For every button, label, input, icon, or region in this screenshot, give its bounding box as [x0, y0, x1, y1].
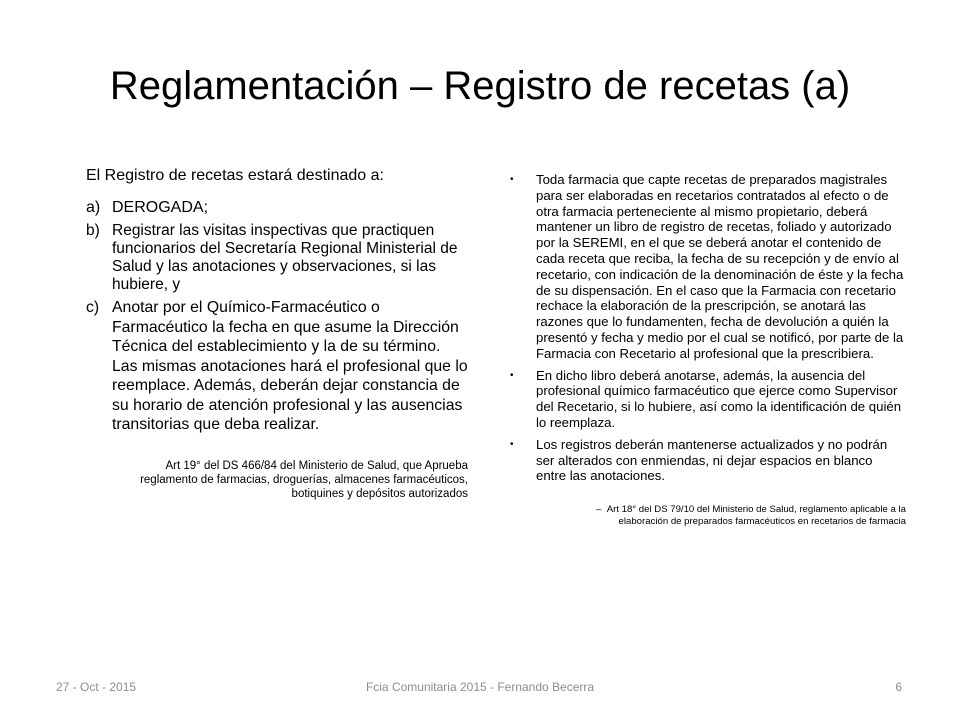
- bullet-icon: •: [510, 369, 514, 381]
- right-citation-text: Art 18° del DS 79/10 del Ministerio de Salud, reglamento aplicable a la elaboración de preparados farmacéuticos en recetarios de farmacia: [606, 504, 906, 528]
- right-column: [510, 172, 906, 528]
- list-text-b: Registrar las visitas inspectivas que practiquen funcionarios del Secretaría Regional Ministerial de Salud y las anotaciones y observaciones, si las hubiere, y: [112, 222, 458, 293]
- slide-title: Reglamentación – Registro de recetas (a): [109, 64, 851, 108]
- bullet-text-1: Toda farmacia que capte recetas de preparados magistrales para ser elaboradas en recetarios contratados al efecto o de otra farmacia perteneciente al mismo propietario, deberá mantener un libro de registro de recetas, foliado y autorizado por la SEREMI, en el que se deberá anotar el contenido de cada receta que reciba, la fecha de su recepción y de envío al recetario, con indicación de la denominación de éste y la fecha de su dispensación. En el caso que la Farmacia con recetario rechace la elaboración de la prescripción, se anotará las razones que lo fundamenten, fecha de devolución a quién la presentó y fecha y medio por el cual se notificó, por parte de la Farmacia con Recetario al profesional que la prescribiera.: [536, 172, 904, 361]
- list-text-c: Anotar por el Químico-Farmacéutico o Farmacéutico la fecha en que asume la Dirección Técnica del establecimiento y la de su término. Las mismas anotaciones hará el profesional que lo reemplace. Además, deberán dejar constancia de su horario de atención profesional y las ausencias transitorias que deba realizar.: [112, 299, 468, 433]
- bullet-icon: •: [510, 174, 514, 185]
- bullet-text-2: En dicho libro deberá anotarse, además, la ausencia del profesional químico farmacéutico que ejerce como Supervisor del Recetario, si lo hubiere, así como la identificación de quién lo reemplaza.: [536, 367, 902, 430]
- list-marker-c: c): [86, 299, 100, 316]
- right-citation: [510, 504, 906, 528]
- page-number: 6: [895, 680, 902, 694]
- list-item-c: [86, 298, 468, 435]
- footer-title: Fcia Comunitaria 2015 - Fernando Becerra: [365, 680, 595, 694]
- bullet-item-1: [510, 172, 906, 362]
- list-text-a: DEROGADA;: [112, 199, 209, 216]
- right-bullet-list: [510, 172, 906, 484]
- list-item-a: [86, 198, 468, 218]
- bullet-item-3: [510, 437, 906, 484]
- list-item-b: [86, 222, 468, 294]
- footer-date: 27 - Oct - 2015: [56, 680, 137, 694]
- left-intro: El Registro de recetas estará destinado a:: [86, 167, 384, 184]
- bullet-text-3: Los registros deberán mantenerse actualizados y no podrán ser alterados con enmiendas, ni dejar espacios en blanco entre las anotaciones.: [536, 436, 888, 484]
- bullet-icon: •: [510, 438, 514, 450]
- left-citation: Art 19° del DS 466/84 del Ministerio de Salud, que Aprueba reglamento de farmacias, droguerías, almacenes farmacéuticos, botiquines y depósitos autorizados: [140, 459, 468, 500]
- list-marker-b: b): [86, 222, 100, 239]
- citation-dash: –: [596, 504, 602, 516]
- list-marker-a: a): [86, 199, 101, 216]
- left-column: [86, 166, 468, 501]
- left-list: [86, 198, 468, 435]
- bullet-item-2: [510, 368, 906, 431]
